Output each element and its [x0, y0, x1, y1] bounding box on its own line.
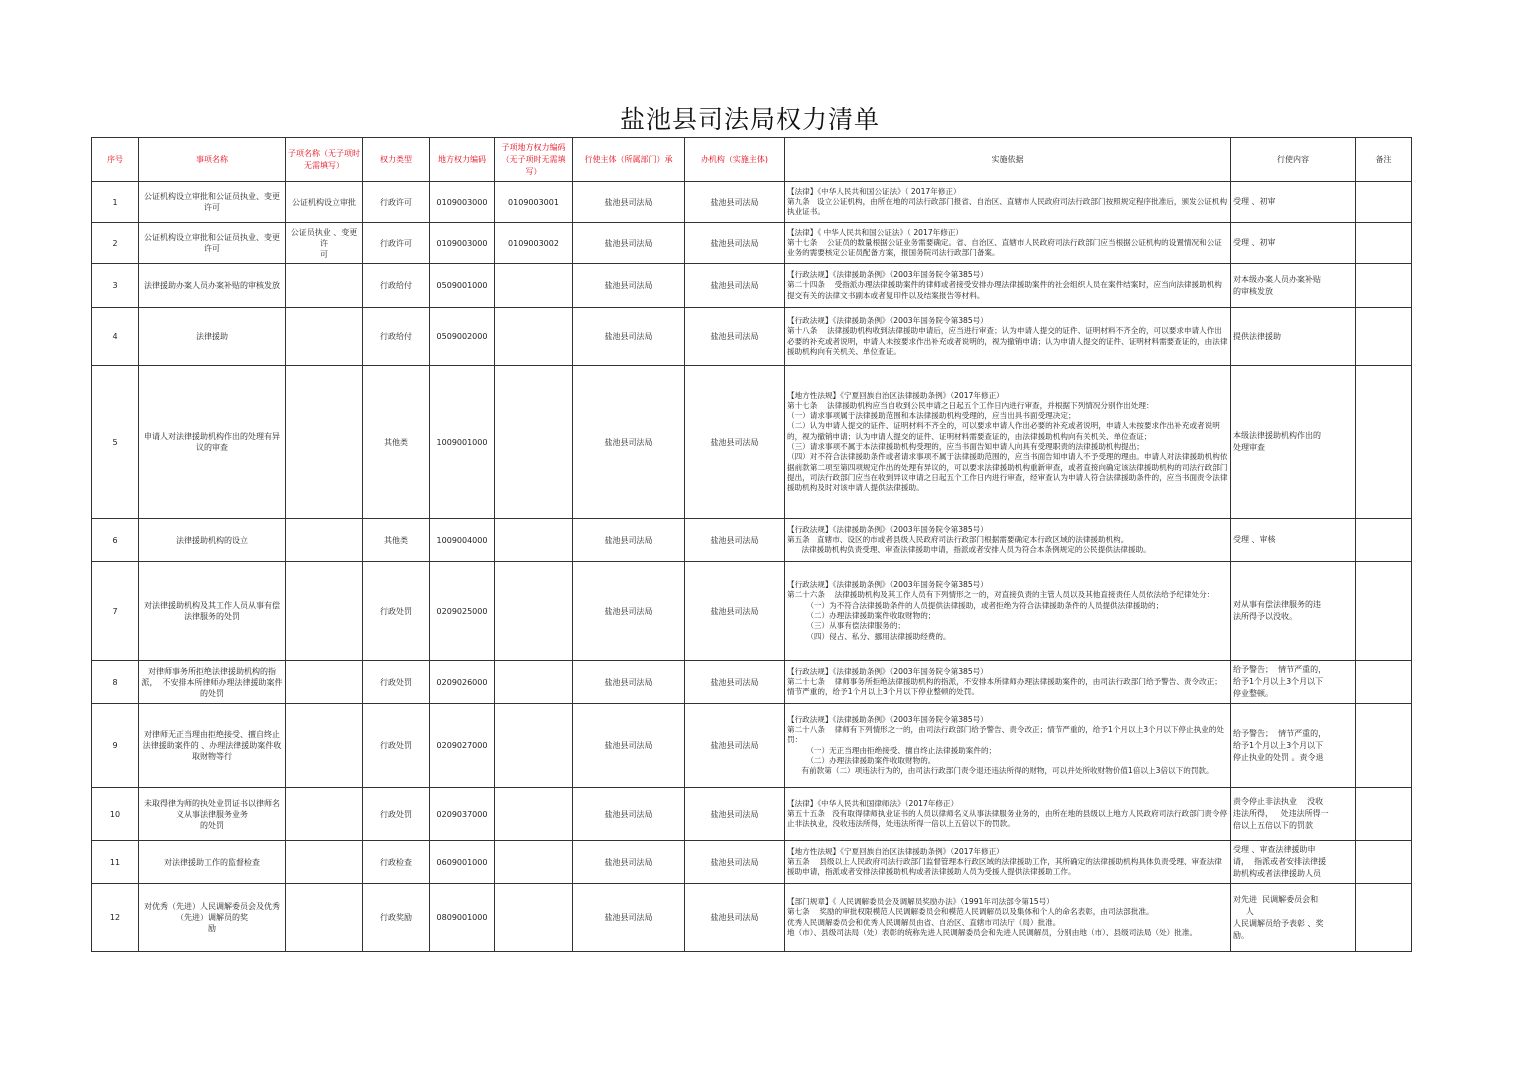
basis-cell: 【地方性法规】《宁夏回族自治区法律援助条例》（2017年修正） 第十七条 法律援助机构应当自收到公民申请之日起五个工作日内进行审查，并根据下列情况分别作出处理： （一）请求事项属于法律援助范围和本法律援助机构受理的，应当出具书面受理决定； （二）认为申请人提交的证件、证明材料不齐全的，可以要求申请人作出必要的补充或者说明，申请人未按要求作出补充或者说明的，视为撤销申请；认为申请人提交的证件、证明材料需要查证的，由法律援助机构向有关机关、单位查证； （三）请求事项不属于本法律援助机构受理的，应当书面告知申请人向具有受理职责的法律援助机构提出； （四）对不符合法律援助条件或者请求事项不属于法律援助范围的，应当书面告知申请人不予受理的理由。申请人对法律援助机构依据前款第二项至第四项规定作出的处理有异议的，可以要求法律援助机构重新审查，或者直接向确定该法律援助机构的司法行政部门提出，司法行政部门应当在收到异议申请之日起五个工作日内进行审查，经审查认为申请人符合法律援助条件的，应当书面责令法律援助机构及时对该申请人提供法律援助。: [785, 366, 1231, 519]
item-name-cell: 对法律援助工作的监督检查: [139, 841, 286, 884]
sub-local-code-cell: [495, 661, 573, 704]
table-row: [92, 264, 1412, 308]
power-type-cell: 行政许可: [363, 223, 430, 264]
seq-cell: 8: [92, 661, 139, 704]
seq-cell: 3: [92, 264, 139, 308]
local-code-cell: 1009001000: [430, 366, 495, 519]
content-cell: 给予警告； 情节严重的， 给予1个月以上3个月以下 停止执业的处罚 。责令退: [1231, 704, 1356, 788]
power-type-cell: 行政给付: [363, 308, 430, 366]
local-code-cell: 0509001000: [430, 264, 495, 308]
remark-cell: [1356, 308, 1412, 366]
local-code-cell: 0209026000: [430, 661, 495, 704]
local-code-cell: 0609001000: [430, 841, 495, 884]
content-cell: 受理 、初审: [1231, 223, 1356, 264]
subject-cell: 盐池县司法局: [573, 308, 685, 366]
subject-cell: 盐池县司法局: [573, 182, 685, 223]
basis-cell: 【地方性法规】《宁夏回族自治区法律援助条例》（2017年修正） 第五条 县级以上人民政府司法行政部门监督管理本行政区域的法律援助工作，其所确定的法律援助机构具体负责受理、审查法律援助申请，指派或者安排法律援助机构或者法律援助人员为受援人提供法律援助工作。: [785, 841, 1231, 884]
subject-cell: 盐池县司法局: [573, 223, 685, 264]
sub-local-code-cell: [495, 562, 573, 661]
content-cell: 责令停止非法执业 没收 违法所得， 处违法所得一 倍以上五倍以下的罚款: [1231, 788, 1356, 841]
sub-item-name-cell: [286, 788, 363, 841]
sub-local-code-cell: 0109003001: [495, 182, 573, 223]
remark-cell: [1356, 519, 1412, 562]
table-row: [92, 841, 1412, 884]
agency-cell: 盐池县司法局: [685, 788, 785, 841]
basis-cell: 【法律】《中华人民共和国律师法》（2017年修正） 第五十五条 没有取得律师执业证书的人员以律师名义从事法律服务业务的，由所在地的县级以上地方人民政府司法行政部门责令停止非法执业，没收违法所得，处违法所得一倍以上五倍以下的罚款。: [785, 788, 1231, 841]
subject-cell: 盐池县司法局: [573, 704, 685, 788]
seq-cell: 1: [92, 182, 139, 223]
agency-cell: 盐池县司法局: [685, 841, 785, 884]
power-type-cell: 其他类: [363, 519, 430, 562]
header-remark: 备注: [1356, 138, 1412, 182]
item-name-cell: 法律援助办案人员办案补贴的审核发放: [139, 264, 286, 308]
item-name-cell: 法律援助机构的设立: [139, 519, 286, 562]
subject-cell: 盐池县司法局: [573, 788, 685, 841]
sub-item-name-cell: [286, 519, 363, 562]
seq-cell: 10: [92, 788, 139, 841]
agency-cell: 盐池县司法局: [685, 519, 785, 562]
header-agency: 办机构（实施主体): [685, 138, 785, 182]
local-code-cell: 0209027000: [430, 704, 495, 788]
seq-cell: 5: [92, 366, 139, 519]
seq-cell: 7: [92, 562, 139, 661]
sub-item-name-cell: [286, 308, 363, 366]
sub-item-name-cell: [286, 704, 363, 788]
table-row: [92, 661, 1412, 704]
local-code-cell: 0809001000: [430, 884, 495, 952]
agency-cell: 盐池县司法局: [685, 182, 785, 223]
remark-cell: [1356, 264, 1412, 308]
content-cell: 提供法律援助: [1231, 308, 1356, 366]
local-code-cell: 0509002000: [430, 308, 495, 366]
subject-cell: 盐池县司法局: [573, 841, 685, 884]
power-type-cell: 行政检查: [363, 841, 430, 884]
subject-cell: 盐池县司法局: [573, 519, 685, 562]
seq-cell: 4: [92, 308, 139, 366]
header-item-name: 事项名称: [139, 138, 286, 182]
subject-cell: 盐池县司法局: [573, 562, 685, 661]
header-row: [92, 138, 1412, 182]
item-name-cell: 对优秀（先进）人民调解委员会及优秀（先进）调解员的奖 励: [139, 884, 286, 952]
content-cell: 对本级办案人员办案补贴 的审核发放: [1231, 264, 1356, 308]
agency-cell: 盐池县司法局: [685, 264, 785, 308]
subject-cell: 盐池县司法局: [573, 366, 685, 519]
remark-cell: [1356, 661, 1412, 704]
local-code-cell: 0209037000: [430, 788, 495, 841]
agency-cell: 盐池县司法局: [685, 661, 785, 704]
agency-cell: 盐池县司法局: [685, 562, 785, 661]
power-type-cell: 行政奖励: [363, 884, 430, 952]
remark-cell: [1356, 182, 1412, 223]
item-name-cell: 未取得律为师的执处业罚证书以律师名义从事法律服务业务 的处罚: [139, 788, 286, 841]
basis-cell: 【行政法规】《法律援助条例》（2003年国务院令第385号） 第二十六条 法律援助机构及其工作人员有下列情形之一的，对直接负责的主管人员以及其他直接责任人员依法给予纪律处分： （一）为不符合法律援助条件的人员提供法律援助，或者拒绝为符合法律援助条件的人员提供法律援助的； （二）办理法律援助案件收取财物的； （三）从事有偿法律服务的； （四）侵占、私分、挪用法律援助经费的。: [785, 562, 1231, 661]
sub-local-code-cell: [495, 841, 573, 884]
basis-cell: 【行政法规】《法律援助条例》（2003年国务院令第385号） 第二十八条 律师有下列情形之一的，由司法行政部门给予警告、责令改正；情节严重的，给予1个月以上3个月以下停止执业的处罚： （一）无正当理由拒绝接受、擅自终止法律援助案件的； （二）办理法律援助案件收取财物的。 有前款第（二）项违法行为的，由司法行政部门责令退还违法所得的财物，可以并处所收财物价值1倍以上3倍以下的罚款。: [785, 704, 1231, 788]
seq-cell: 6: [92, 519, 139, 562]
content-cell: 对从事有偿法律服务的违 法所得予以没收。: [1231, 562, 1356, 661]
item-name-cell: 公证机构设立审批和公证员执业、变更许可: [139, 223, 286, 264]
power-type-cell: 其他类: [363, 366, 430, 519]
header-content: 行使内容: [1231, 138, 1356, 182]
sub-item-name-cell: [286, 366, 363, 519]
power-type-cell: 行政处罚: [363, 704, 430, 788]
content-cell: 本级法律援助机构作出的 处理审查: [1231, 366, 1356, 519]
seq-cell: 2: [92, 223, 139, 264]
seq-cell: 12: [92, 884, 139, 952]
remark-cell: [1356, 704, 1412, 788]
table-row: [92, 519, 1412, 562]
header-basis: 实施依据: [785, 138, 1231, 182]
local-code-cell: 1009004000: [430, 519, 495, 562]
table-row: [92, 704, 1412, 788]
content-cell: 受理 、初审: [1231, 182, 1356, 223]
sub-item-name-cell: 公证员执业 、变更许 可: [286, 223, 363, 264]
sub-local-code-cell: [495, 366, 573, 519]
basis-cell: 【法律】《 中华人民共和国公证法》（ 2017年修正） 第十七条 公证员的数量根据公证业务需要确定。省、自治区、直辖市人民政府司法行政部门应当根据公证机构的设置情况和公证业务的需要核定公证员配备方案，报国务院司法行政部门备案。: [785, 223, 1231, 264]
header-subject: 行使主体（所属部门）承: [573, 138, 685, 182]
remark-cell: [1356, 223, 1412, 264]
table-row: [92, 182, 1412, 223]
local-code-cell: 0109003000: [430, 223, 495, 264]
header-sub-local-code: 子项地方权力编码（无子项时无需填写）: [495, 138, 573, 182]
sub-local-code-cell: 0109003002: [495, 223, 573, 264]
sub-local-code-cell: [495, 884, 573, 952]
content-cell: 对先进 民调解委员会和 人 人民调解员给予表彰 、奖 励。: [1231, 884, 1356, 952]
agency-cell: 盐池县司法局: [685, 366, 785, 519]
subject-cell: 盐池县司法局: [573, 661, 685, 704]
sub-item-name-cell: 公证机构设立审批: [286, 182, 363, 223]
basis-cell: 【行政法规】《法律援助条例》（2003年国务院令第385号） 第五条 直辖市、设区的市或者县级人民政府司法行政部门根据需要确定本行政区域的法律援助机构。 法律援助机构负责受理、审查法律援助申请，指派或者安排人员为符合本条例规定的公民提供法律援助。: [785, 519, 1231, 562]
table-row: [92, 884, 1412, 952]
sub-local-code-cell: [495, 308, 573, 366]
power-type-cell: 行政处罚: [363, 788, 430, 841]
basis-cell: 【行政法规】《法律援助条例》（2003年国务院令第385号） 第二十七条 律师事务所拒绝法律援助机构的指派，不安排本所律师办理法律援助案件的，由司法行政部门给予警告、责令改正；情节严重的，给予1个月以上3个月以下停业整顿的处罚。: [785, 661, 1231, 704]
power-type-cell: 行政处罚: [363, 562, 430, 661]
sub-item-name-cell: [286, 562, 363, 661]
header-local-code: 地方权力编码: [430, 138, 495, 182]
sub-item-name-cell: [286, 884, 363, 952]
local-code-cell: 0209025000: [430, 562, 495, 661]
content-cell: 受理 、审核: [1231, 519, 1356, 562]
basis-cell: 【部门规章】《 人民调解委员会及调解员奖励办法》（1991年司法部令第15号） 第七条 奖励的审批权限模范人民调解委员会和模范人民调解员以及集体和个人的命名表彰，由司法部批准。 优秀人民调解委员会和优秀人民调解员由省、自治区、直辖市司法厅（局）批准。 地（市）、县级司法局（处）表彰的统称先进人民调解委员会和先进人民调解员，分别由地（市）、县级司法局（处）批准。: [785, 884, 1231, 952]
remark-cell: [1356, 366, 1412, 519]
header-sub-item-name: 子项名称（无子项时 无需填写）: [286, 138, 363, 182]
sub-local-code-cell: [495, 264, 573, 308]
power-list-table: [91, 137, 1412, 952]
basis-cell: 【行政法规】《法律援助条例》（2003年国务院令第385号） 第十八条 法律援助机构收到法律援助申请后，应当进行审查；认为申请人提交的证件、证明材料不齐全的，可以要求申请人作出必要的补充或者说明，申请人未按要求作出补充或者说明的，视为撤销申请；认为申请人提交的证件、证明材料需要查证的，由法律援助机构向有关机关、单位查证。: [785, 308, 1231, 366]
local-code-cell: 0109003000: [430, 182, 495, 223]
table-row: [92, 788, 1412, 841]
remark-cell: [1356, 884, 1412, 952]
table-row: [92, 308, 1412, 366]
content-cell: 给予警告； 情节严重的， 给予1个月以上3个月以下 停业整顿。: [1231, 661, 1356, 704]
content-cell: 受理 、审查法律援助申 请， 指派或者安排法律援 助机构或者法律援助人员: [1231, 841, 1356, 884]
remark-cell: [1356, 562, 1412, 661]
table-row: [92, 366, 1412, 519]
table-row: [92, 562, 1412, 661]
sub-item-name-cell: [286, 661, 363, 704]
page-title: 盐池县司法局权力清单: [619, 105, 880, 134]
remark-cell: [1356, 788, 1412, 841]
sub-item-name-cell: [286, 264, 363, 308]
agency-cell: 盐池县司法局: [685, 704, 785, 788]
agency-cell: 盐池县司法局: [685, 884, 785, 952]
power-type-cell: 行政处罚: [363, 661, 430, 704]
seq-cell: 11: [92, 841, 139, 884]
item-name-cell: 申请人对法律援助机构作出的处理有异议的审查: [139, 366, 286, 519]
subject-cell: 盐池县司法局: [573, 264, 685, 308]
basis-cell: 【法律】《中华人民共和国公证法》（ 2017年修正） 第九条 设立公证机构，由所在地的司法行政部门报省、自治区、直辖市人民政府司法行政部门按照规定程序批准后，颁发公证机构执业证书。: [785, 182, 1231, 223]
basis-cell: 【行政法规】《法律援助条例》（2003年国务院令第385号） 第二十四条 受指派办理法律援助案件的律师或者接受安排办理法律援助案件的社会组织人员在案件结案时，应当向法律援助机构提交有关的法律文书副本或者复印件以及结案报告等材料。: [785, 264, 1231, 308]
subject-cell: 盐池县司法局: [573, 884, 685, 952]
item-name-cell: 公证机构设立审批和公证员执业、变更许可: [139, 182, 286, 223]
item-name-cell: 对法律援助机构及其工作人员从事有偿法律服务的处罚: [139, 562, 286, 661]
item-name-cell: 对律师事务所拒绝法律援助机构的指派， 不安排本所律师办理法律援助案件的处罚: [139, 661, 286, 704]
sub-item-name-cell: [286, 841, 363, 884]
remark-cell: [1356, 841, 1412, 884]
item-name-cell: 对律师无正当理由拒绝接受、擅自终止法律援助案件的 、办理法律援助案件收取财物等行: [139, 704, 286, 788]
power-type-cell: 行政许可: [363, 182, 430, 223]
sub-local-code-cell: [495, 788, 573, 841]
table-row: [92, 223, 1412, 264]
seq-cell: 9: [92, 704, 139, 788]
agency-cell: 盐池县司法局: [685, 223, 785, 264]
power-type-cell: 行政给付: [363, 264, 430, 308]
sub-local-code-cell: [495, 519, 573, 562]
header-seq: 序号: [92, 138, 139, 182]
item-name-cell: 法律援助: [139, 308, 286, 366]
header-power-type: 权力类型: [363, 138, 430, 182]
sub-local-code-cell: [495, 704, 573, 788]
agency-cell: 盐池县司法局: [685, 308, 785, 366]
